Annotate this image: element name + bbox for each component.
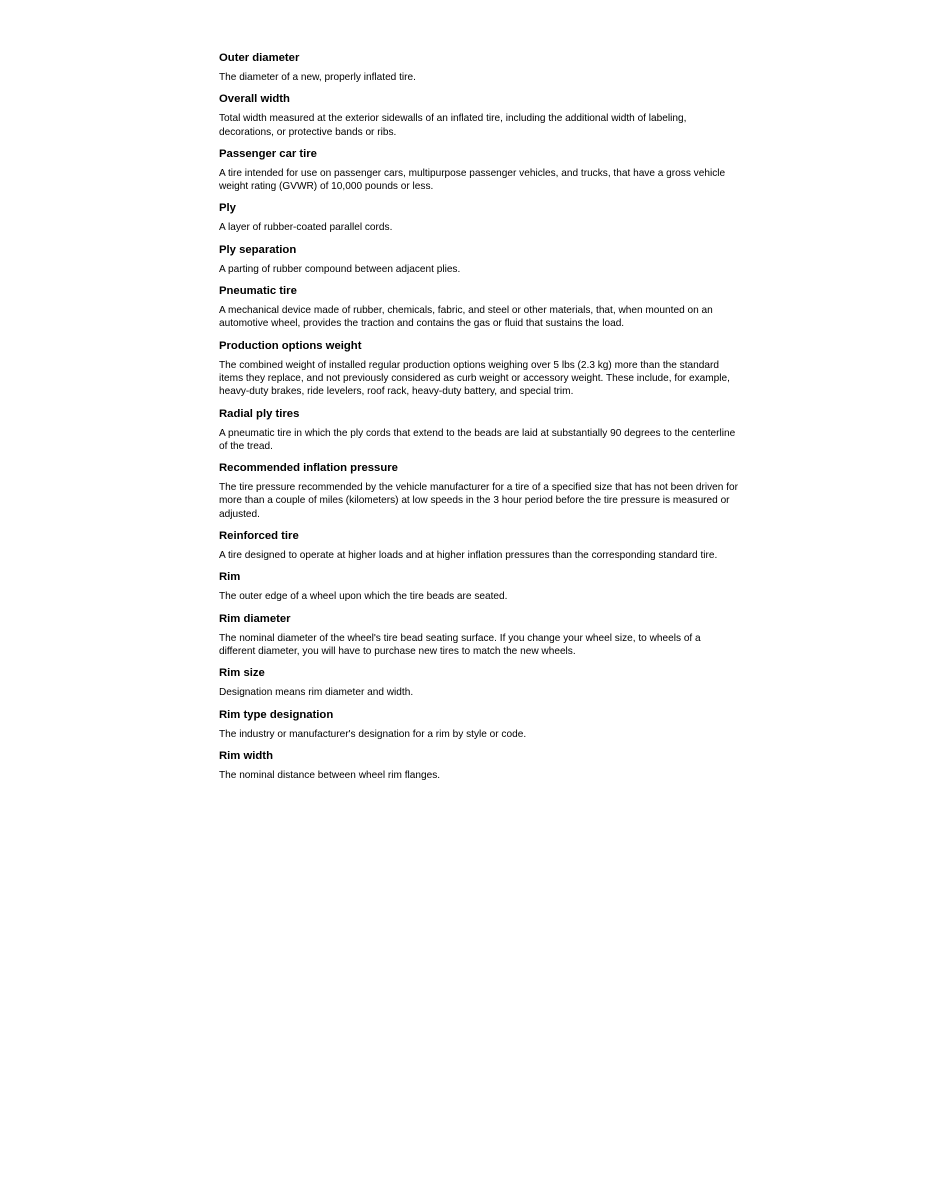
glossary-term: Rim	[219, 571, 241, 584]
glossary-definition: The combined weight of installed regular production options weighing over 5 lbs (2.3 kg) more than the standard items they replace, and not previously considered as curb weight or accessory weight. These include, for example, heavy-duty brakes, ride levelers, roof rack, heavy-duty battery, and special trim.	[219, 359, 730, 398]
glossary-definition: The industry or manufacturer's designation for a rim by style or code.	[219, 728, 527, 740]
glossary-entry-radial-ply-tires	[219, 407, 739, 454]
glossary-term: Passenger car tire	[219, 147, 317, 160]
glossary-term: Rim width	[219, 749, 273, 762]
glossary-term: Outer diameter	[219, 52, 300, 64]
glossary-definition: The diameter of a new, properly inflated tire.	[219, 72, 416, 83]
glossary-page	[219, 51, 739, 790]
glossary-term: Overall width	[219, 93, 290, 106]
glossary-term: Production options weight	[219, 339, 362, 352]
glossary-term: Rim diameter	[219, 612, 291, 625]
glossary-definition: The nominal distance between wheel rim flanges.	[219, 769, 441, 781]
glossary-entry-overall-width	[219, 92, 739, 139]
glossary-term: Pneumatic tire	[219, 285, 297, 298]
glossary-entry-ply	[219, 201, 739, 234]
glossary-definition: A mechanical device made of rubber, chemicals, fabric, and steel or other materials, that, when mounted on an automotive wheel, provides the traction and contains the gas or fluid that sustains the load.	[219, 305, 713, 330]
glossary-term: Rim size	[219, 667, 265, 680]
glossary-term: Recommended inflation pressure	[219, 462, 398, 475]
glossary-entry-rim-width	[219, 749, 739, 782]
glossary-definition: The tire pressure recommended by the vehicle manufacturer for a tire of a specified size that has not been driven for more than a couple of miles (kilometers) at low speeds in the 3 hour period before the tire pressure is measured or adjusted.	[219, 482, 738, 520]
glossary-entry-production-options-weight	[219, 339, 739, 399]
glossary-entry-rim-diameter	[219, 612, 739, 659]
glossary-term: Ply	[219, 202, 236, 215]
glossary-definition: The outer edge of a wheel upon which the tire beads are seated.	[219, 591, 508, 603]
glossary-definition: The nominal diameter of the wheel's tire bead seating surface. If you change your wheel size, to wheels of a different diameter, you will have to purchase new tires to match the new wheels.	[219, 632, 701, 657]
glossary-term: Radial ply tires	[219, 407, 300, 420]
glossary-entry-ply-separation	[219, 243, 739, 276]
glossary-term: Ply separation	[219, 243, 297, 256]
glossary-term: Rim type designation	[219, 708, 334, 721]
glossary-entry-rim-size	[219, 666, 739, 699]
glossary-entry-pneumatic-tire	[219, 284, 739, 331]
glossary-definition: A tire intended for use on passenger cars, multipurpose passenger vehicles, and trucks, that have a gross vehicle weight rating (GVWR) of 10,000 pounds or less.	[219, 167, 726, 193]
glossary-term: Reinforced tire	[219, 530, 299, 543]
glossary-definition: A parting of rubber compound between adjacent plies.	[219, 263, 461, 275]
glossary-definition: Total width measured at the exterior sidewalls of an inflated tire, including the additional width of labeling, decorations, or protective bands or ribs.	[219, 113, 687, 138]
glossary-entry-rim-type-designation	[219, 708, 739, 741]
glossary-definition: A pneumatic tire in which the ply cords that extend to the beads are laid at substantially 90 degrees to the centerline of the tread.	[219, 427, 736, 452]
glossary-entry-outer-diameter	[219, 51, 739, 84]
glossary-entry-passenger-car-tire	[219, 147, 739, 194]
glossary-entry-rim	[219, 570, 739, 603]
glossary-entry-reinforced-tire	[219, 529, 739, 562]
glossary-definition: A tire designed to operate at higher loads and at higher inflation pressures than the corresponding standard tire.	[219, 550, 718, 562]
glossary-definition: A layer of rubber-coated parallel cords.	[219, 222, 393, 234]
glossary-definition: Designation means rim diameter and width.	[219, 687, 414, 699]
glossary-entry-recommended-inflation-pressure	[219, 461, 739, 521]
